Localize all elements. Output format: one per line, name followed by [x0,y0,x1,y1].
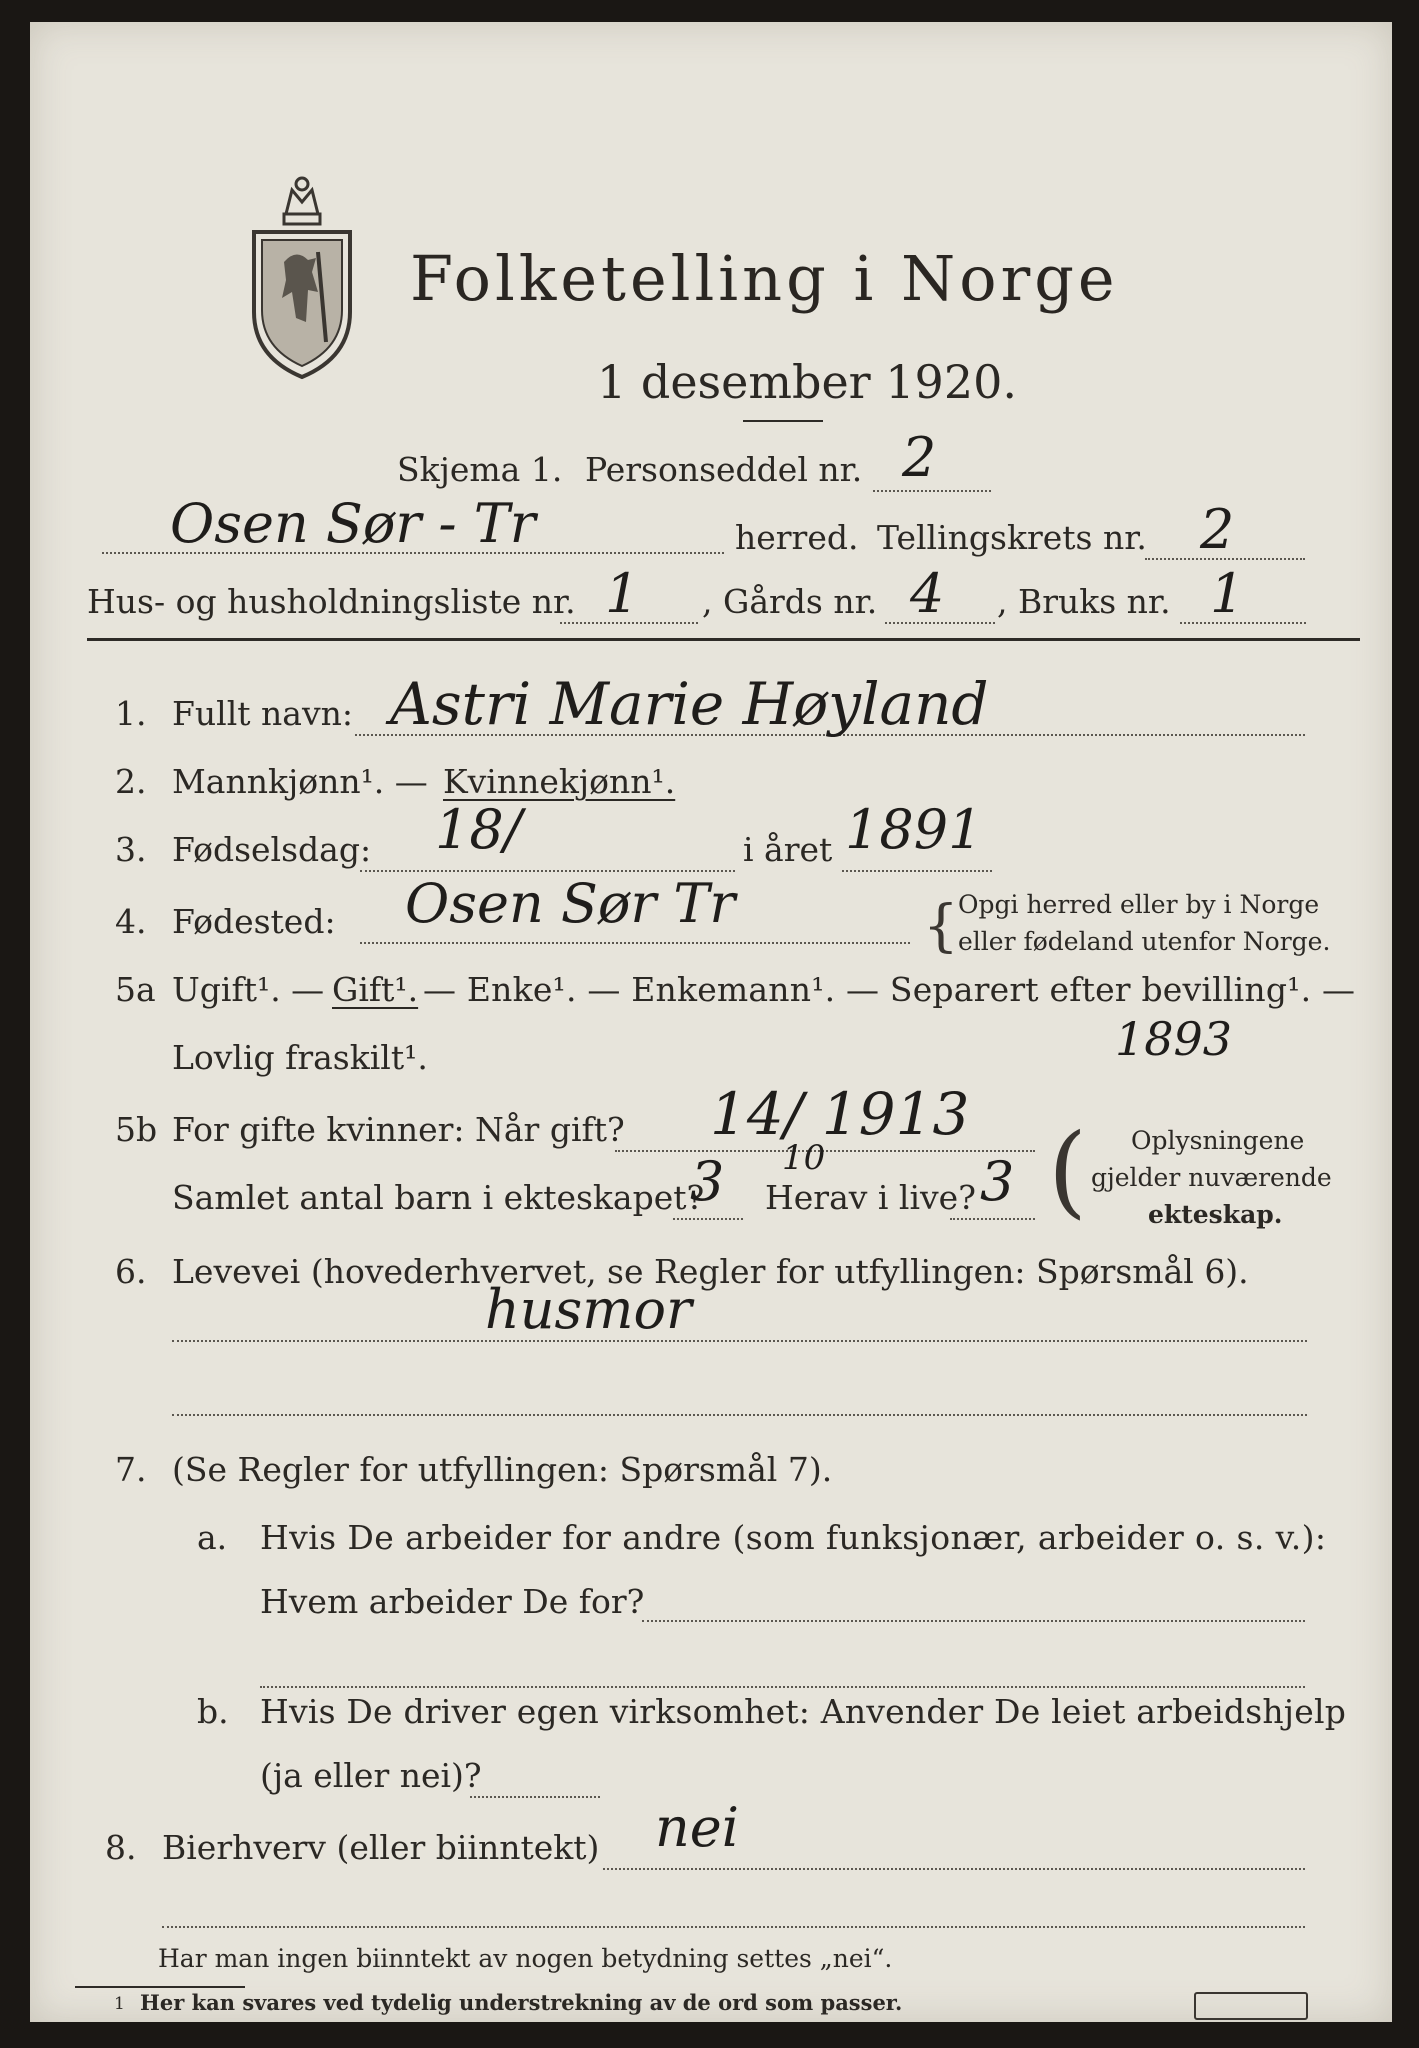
bruks-value: 1 [1210,562,1245,625]
side-income-value: nei [655,1796,740,1859]
employer-field-2[interactable] [260,1686,1305,1688]
q6-number: 6. [115,1252,147,1291]
personseddel-field[interactable] [873,490,991,492]
living-field[interactable] [950,1218,1035,1220]
q3-number: 3. [115,830,147,869]
employer-field-1[interactable] [642,1620,1305,1622]
census-date: 1 desember 1920. [597,355,1017,409]
living-label: Herav i live? [765,1178,976,1217]
q7-number: 7. [115,1450,147,1489]
q5b-label: For gifte kvinner: Når gift? [172,1110,625,1149]
occupation-value: husmor [485,1278,692,1341]
q5a-number: 5a [115,970,156,1009]
footnote-divider [75,1986,245,1988]
herred-label: herred. [735,518,859,557]
q5b-number: 5b [115,1110,158,1149]
herred-value: Osen Sør - Tr [170,492,536,555]
q8-number: 8. [105,1828,137,1867]
living-value: 3 [980,1150,1015,1213]
birth-year-value: 1891 [845,798,983,861]
birthplace-note-2: eller fødeland utenfor Norge. [958,927,1331,956]
husholdning-label: Hus- og husholdningsliste nr. [87,582,576,621]
q7-label: (Se Regler for utfyllingen: Spørsmål 7). [172,1450,833,1489]
q7a-line-2: Hvem arbeider De for? [260,1582,645,1621]
hired-help-field[interactable] [470,1796,600,1798]
q7a-letter: a. [197,1518,228,1557]
year-label: i året [743,830,833,869]
q1-label: Fullt navn: [172,694,353,733]
q6-label: Levevei (hovederhvervet, se Regler for utfyllingen: Spørsmål 6). [172,1252,1249,1291]
birthplace-value: Osen Sør Tr [405,872,736,935]
personseddel-label: Personseddel nr. [585,450,863,489]
marriage-brace-icon: ( [1048,1112,1088,1229]
q4-number: 4. [115,902,147,941]
printer-stamp [1194,1992,1308,2020]
husholdning-value: 1 [605,562,640,625]
page-title: Folketelling i Norge [410,242,1119,315]
children-field[interactable] [673,1218,743,1220]
divorced-option[interactable]: Lovlig fraskilt¹. [172,1038,428,1077]
children-label: Samlet antal barn i ekteskapet? [172,1178,705,1217]
tellingskrets-value: 2 [1200,498,1235,561]
footnote-mark: 1 [114,1994,125,2014]
q4-label: Fødested: [172,902,336,941]
tellingskrets-label: Tellingskrets nr. [877,518,1147,557]
q1-number: 1. [115,694,147,733]
footer-note: Har man ingen biinntekt av nogen betydning settes „nei“. [158,1944,893,1973]
occupation-field-1[interactable] [172,1340,1307,1342]
q7b-letter: b. [197,1692,229,1731]
marriage-note-3: ekteskap. [1148,1200,1283,1229]
title-divider [743,420,823,422]
marriage-note-2: gjelder nuværende [1091,1163,1332,1192]
bruks-label: , Bruks nr. [997,582,1171,621]
q8-label: Bierhverv (eller biinntekt) [162,1828,600,1867]
skjema-label: Skjema 1. [397,450,563,489]
gards-label: , Gårds nr. [702,582,878,621]
marital-note-value: 1893 [1115,1012,1233,1066]
q7b-line-2: (ja eller nei)? [260,1756,482,1795]
coat-of-arms-icon [246,172,358,382]
side-income-field-2[interactable] [162,1926,1305,1928]
side-income-field[interactable] [603,1868,1305,1870]
census-form [30,22,1392,2022]
male-option[interactable]: Mannkjønn¹. — [172,762,428,801]
occupation-field-2[interactable] [172,1414,1307,1416]
marriage-date-value: 14/ 1913 [710,1080,970,1148]
header-divider [87,638,1360,641]
children-value: 3 [690,1150,725,1213]
marriage-month-value: 10 [782,1138,826,1178]
q7b-line-1: Hvis De driver egen virksomhet: Anvender De leiet arbeidshjelp [260,1692,1347,1731]
q3-label: Fødselsdag: [172,830,372,869]
birthday-value: 18/ [435,798,522,861]
marital-options[interactable]: — Enke¹. — Enkemann¹. — Separert efter bevilling¹. — [423,970,1356,1009]
q7a-line-1: Hvis De arbeider for andre (som funksjonær, arbeider o. s. v.): [260,1518,1327,1557]
birthplace-note-1: Opgi herred eller by i Norge [958,890,1320,919]
birthplace-field[interactable] [360,942,910,944]
footnote-text: Her kan svares ved tydelig understrekning av de ord som passer. [140,1990,903,2015]
full-name-value: Astri Marie Høyland [390,670,989,738]
birthplace-brace-icon: { [923,894,959,959]
gards-value: 4 [910,562,945,625]
q2-number: 2. [115,762,147,801]
unmarried-option[interactable]: Ugift¹. — [172,970,325,1009]
marriage-note-1: Oplysningene [1131,1126,1305,1155]
female-option[interactable]: Kvinnekjønn¹. [443,762,676,801]
personseddel-value: 2 [902,426,937,489]
married-option[interactable]: Gift¹. [332,970,419,1009]
birth-year-field[interactable] [842,870,992,872]
